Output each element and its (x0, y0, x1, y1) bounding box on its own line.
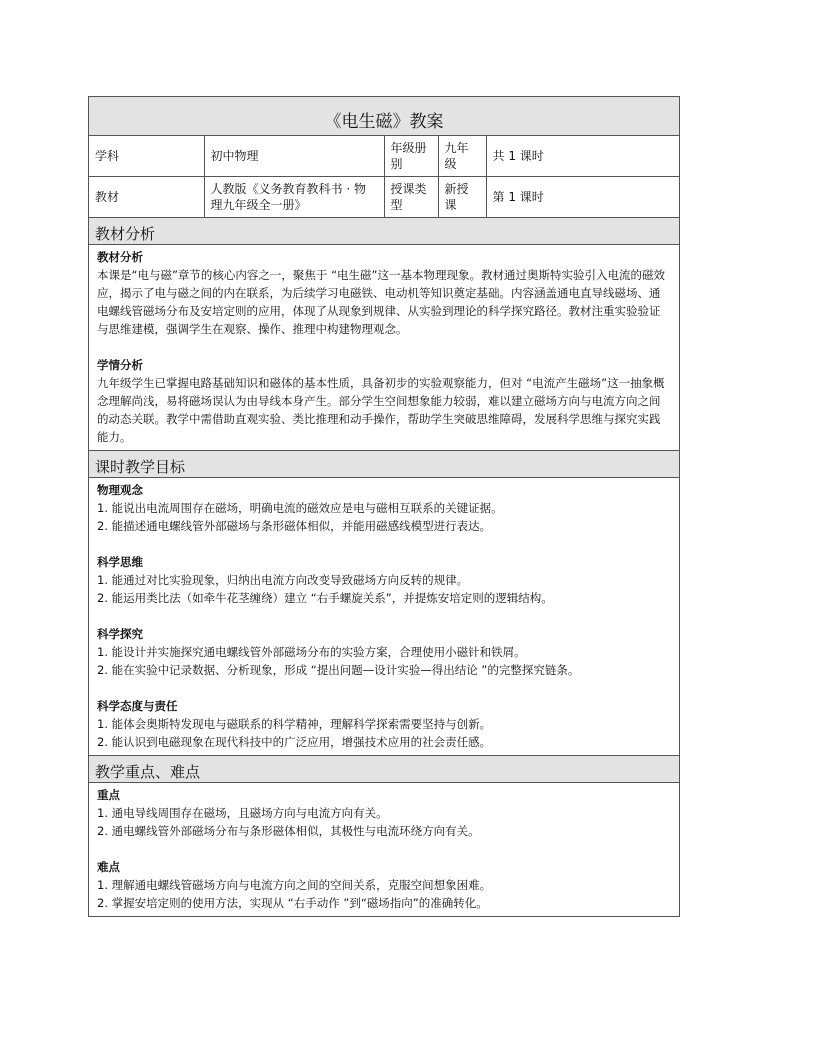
difficult-point-item: 1. 理解通电螺线管磁场方向与电流方向之间的空间关系，克服空间想象困难。 (97, 878, 492, 892)
goal-item: 1. 能体会奥斯特发现电与磁联系的科学精神，理解科学探索需要坚持与创新。 (97, 717, 492, 731)
info-row-subject (89, 136, 679, 177)
grade-value: 九年级 (438, 136, 486, 177)
goal-item: 1. 能说出电流周围存在磁场，明确电流的磁效应是电与磁相互联系的关键证据。 (97, 501, 503, 515)
goal-item: 2. 能描述通电螺线管外部磁场与条形磁体相似，并能用磁感线模型进行表达。 (97, 519, 492, 533)
goal-item: 2. 能认识到电磁现象在现代科技中的广泛应用，增强技术应用的社会责任感。 (97, 735, 492, 749)
textbook-value: 人教版《义务教育教科书 · 物理九年级全一册》 (204, 177, 384, 218)
key-point-item: 2. 通电螺线管外部磁场分布与条形磁体相似，其极性与电流环绕方向有关。 (97, 824, 480, 838)
section-body-analysis (89, 245, 679, 451)
subject-label: 学科 (89, 136, 204, 177)
total-lessons-value: 共 1 课时 (486, 136, 679, 177)
goal-scientific-thinking-title: 科学思维 (97, 555, 143, 569)
goal-attitude-title: 科学态度与责任 (97, 699, 178, 713)
goal-item: 2. 能运用类比法（如牵牛花茎缠绕）建立 “右手螺旋关系”，并提炼安培定则的逻辑结构。 (97, 591, 553, 605)
textbook-analysis-title: 教材分析 (97, 250, 143, 264)
lesson-plan-document (88, 96, 680, 917)
lesson-type-label: 授课类型 (384, 177, 438, 218)
lesson-number-value: 第 1 课时 (486, 177, 679, 218)
difficult-points-title: 难点 (97, 860, 120, 874)
textbook-label: 教材 (89, 177, 204, 218)
key-points-title: 重点 (97, 788, 120, 802)
goal-item: 2. 能在实验中记录数据、分析现象，形成 “提出问题—设计实验—得出结论 ”的完整探究链条。 (97, 663, 580, 677)
section-heading-analysis: 教材分析 (89, 218, 679, 245)
section-body-keypoints (89, 783, 679, 916)
lesson-type-value: 新授课 (438, 177, 486, 218)
goal-scientific-inquiry-title: 科学探究 (97, 627, 143, 641)
key-point-item: 1. 通电导线周围存在磁场，且磁场方向与电流方向有关。 (97, 806, 388, 820)
goal-item: 1. 能通过对比实验现象，归纳出电流方向改变导致磁场方向反转的规律。 (97, 573, 469, 587)
section-body-goals (89, 478, 679, 756)
document-title: 《电生磁》教案 (89, 97, 679, 136)
grade-label: 年级册别 (384, 136, 438, 177)
learner-analysis-text: 九年级学生已掌握电路基础知识和磁体的基本性质，具备初步的实验观察能力，但对 “电流产生磁场”这一抽象概念理解尚浅，易将磁场误认为由导线本身产生。部分学生空间想象能力较弱，难以建立磁场方向与电流方向之间的动态关联。教学中需借助直观实验、类比推理和动手操作，帮助学生突破思维障碍，发展科学思维与探究实践能力。 (97, 376, 665, 444)
info-table (89, 136, 679, 218)
learner-analysis-title: 学情分析 (97, 358, 143, 372)
subject-value: 初中物理 (204, 136, 384, 177)
goal-item: 1. 能设计并实施探究通电螺线管外部磁场分布的实验方案，合理使用小磁针和铁屑。 (97, 645, 526, 659)
textbook-analysis-text: 本课是“电与磁”章节的核心内容之一，聚焦于 “电生磁”这一基本物理现象。教材通过奥斯特实验引入电流的磁效应，揭示了电与磁之间的内在联系，为后续学习电磁铁、电动机等知识奠定基础。内容涵盖通电直导线磁场、通电螺线管磁场分布及安培定则的应用，体现了从现象到规律、从实验到理论的科学探究路径。教材注重实验验证与思维建模，强调学生在观察、操作、推理中构建物理观念。 (97, 268, 665, 336)
section-heading-goals: 课时教学目标 (89, 451, 679, 478)
goal-physics-concept-title: 物理观念 (97, 483, 143, 497)
info-row-textbook (89, 177, 679, 218)
difficult-point-item: 2. 掌握安培定则的使用方法，实现从 “右手动作 ”到“磁场指向”的准确转化。 (97, 896, 488, 910)
section-heading-keypoints: 教学重点、难点 (89, 756, 679, 783)
